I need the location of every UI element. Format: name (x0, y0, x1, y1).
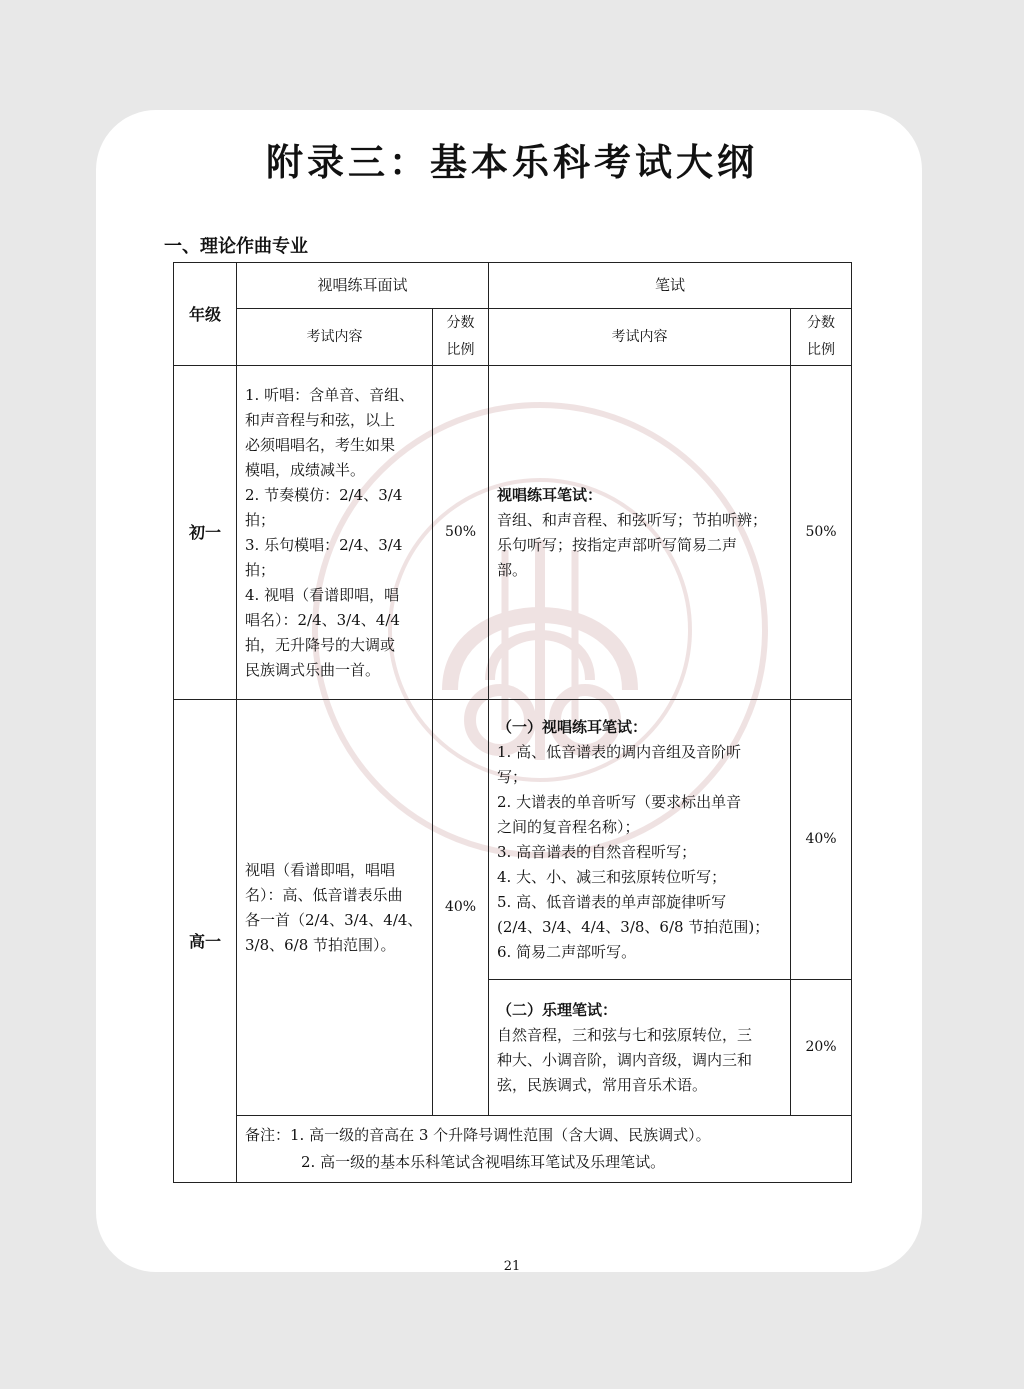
oral-content-cell (237, 366, 433, 700)
text-line: 自然音程，三和弦与七和弦原转位，三 (497, 1025, 753, 1044)
ratio-header-text: 分数比例 (446, 315, 475, 358)
written-content-cell (489, 366, 791, 700)
table-row (174, 366, 852, 700)
written-ratio-cell: 40% (791, 700, 852, 980)
notes-cell (237, 1116, 852, 1183)
oral-ratio-header (433, 309, 489, 366)
text-line: 2. 大谱表的单音听写（要求标出单音 (497, 792, 742, 811)
ratio-header-text: 分数比例 (807, 315, 836, 358)
oral-content-cell (237, 700, 433, 1116)
written-ratio-cell: 50% (791, 366, 852, 700)
grade-cell: 高一 (174, 700, 237, 1183)
text-line: 6. 简易二声部听写。 (497, 942, 637, 961)
written-subtitle: （一）视唱练耳笔试： (497, 717, 648, 736)
text-line: 1. 高、低音谱表的调内音组及音阶听 (497, 742, 742, 761)
text-line: 拍； (245, 510, 276, 529)
text-line: 5. 高、低音谱表的单声部旋律听写 (497, 892, 727, 911)
page-title: 附录三：基本乐科考试大纲 (266, 140, 758, 184)
text-line: 4. 视唱（看谱即唱，唱 (245, 585, 400, 604)
note-line-1: 备注：1. 高一级的音高在 3 个升降号调性范围（含大调、民族调式）。 (245, 1126, 711, 1144)
text-line: 模唱，成绩减半。 (245, 460, 366, 479)
text-line: 弦，民族调式，常用音乐术语。 (497, 1075, 708, 1094)
text-line: 种大、小调音阶，调内音级，调内三和 (497, 1050, 753, 1069)
written-exam-header: 笔试 (489, 263, 852, 309)
text-line: 必须唱唱名，考生如果 (245, 435, 396, 454)
oral-ratio-cell: 50% (433, 366, 489, 700)
text-line: 音组、和声音程、和弦听写；节拍听辨； (497, 510, 768, 529)
written-ratio-header (791, 309, 852, 366)
grade-cell: 初一 (174, 366, 237, 700)
oral-exam-header: 视唱练耳面试 (237, 263, 489, 309)
text-line: 写； (497, 767, 528, 786)
note-line-2: 2. 高一级的基本乐科笔试含视唱练耳笔试及乐理笔试。 (301, 1153, 666, 1171)
text-line: (2/4、3/4、4/4、3/8、6/8 节拍范围)； (497, 917, 770, 936)
written-subtitle: 视唱练耳笔试： (497, 485, 603, 504)
written-subtitle: （二）乐理笔试： (497, 1000, 618, 1019)
text-line: 民族调式乐曲一首。 (245, 660, 381, 679)
written-content-cell (489, 980, 791, 1116)
oral-ratio-cell: 40% (433, 700, 489, 1116)
text-line: 3/8、6/8 节拍范围）。 (245, 935, 396, 954)
notes-row (174, 1116, 852, 1183)
written-ratio-cell: 20% (791, 980, 852, 1116)
table-row (174, 700, 852, 980)
text-line: 3. 乐句模唱：2/4、3/4 (245, 535, 403, 554)
text-line: 拍； (245, 560, 276, 579)
text-line: 3. 高音谱表的自然音程听写； (497, 842, 697, 861)
syllabus-table (173, 262, 852, 1183)
text-line: 1. 听唱：含单音、音组、 (245, 385, 415, 404)
grade-header: 年级 (174, 263, 237, 366)
text-line: 各一首（2/4、3/4、4/4、 (245, 910, 423, 929)
text-line: 部。 (497, 560, 528, 579)
written-content-cell (489, 700, 791, 980)
text-line: 视唱（看谱即唱，唱唱 (245, 860, 396, 879)
text-line: 2. 节奏模仿：2/4、3/4 (245, 485, 403, 504)
text-line: 4. 大、小、减三和弦原转位听写； (497, 867, 727, 886)
oral-content-header: 考试内容 (237, 309, 433, 366)
page-number: 21 (503, 1259, 521, 1274)
text-line: 之间的复音程名称）； (497, 817, 640, 836)
text-line: 名）：高、低音谱表乐曲 (245, 885, 403, 904)
text-line: 和声音程与和弦，以上 (245, 410, 396, 429)
text-line: 唱名）：2/4、3/4、4/4 (245, 610, 400, 629)
section-heading: 一、理论作曲专业 (164, 236, 308, 257)
text-line: 拍，无升降号的大调或 (245, 635, 396, 654)
text-line: 乐句听写；按指定声部听写简易二声 (497, 535, 738, 554)
written-content-header: 考试内容 (489, 309, 791, 366)
